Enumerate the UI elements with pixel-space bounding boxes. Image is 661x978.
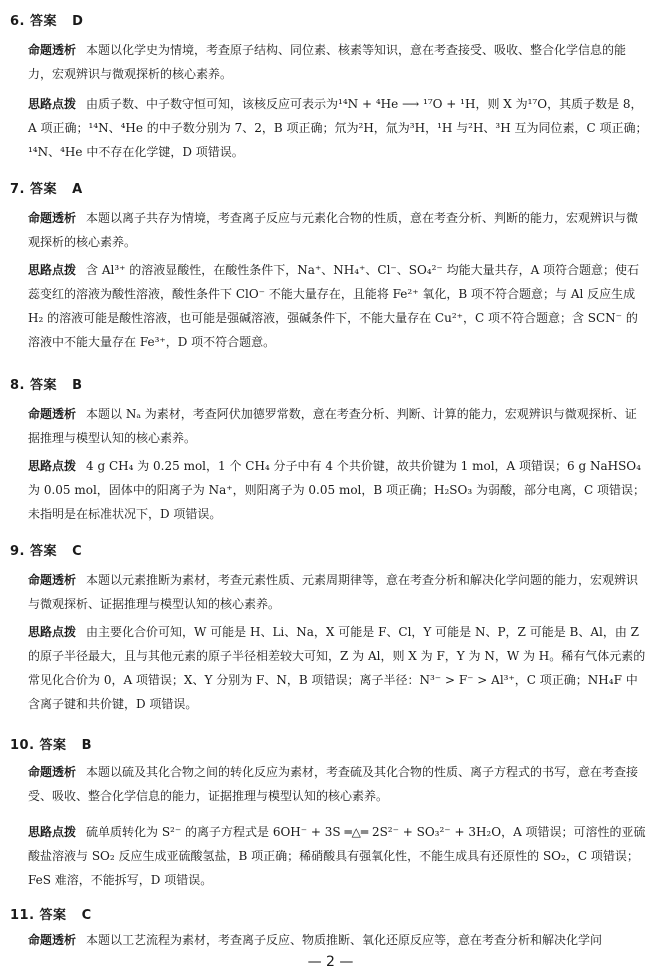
question-8-answer	[10, 374, 83, 393]
q7-hint: 思路点拨 含 Al³⁺ 的溶液显酸性，在酸性条件下，Na⁺、NH₄⁺、Cl⁻、SO₄²⁻ 均能大量共存，A 项符合题意；使石蕊变红的溶液为酸性溶液，酸性条件下 ClO⁻ 不能大量存在，且能将 Fe²⁺ 氧化，B 项不符合题意；与 Al 反应生成 H₂ 的溶液可能是酸性溶液，也可能是强碱溶液，强碱条件下，不能大量存在 Cu²⁺，C 项不符合题意；含 SCN⁻ 的溶液中不能大量存在 Fe³⁺，D 项不符合题意。	[28, 263, 640, 349]
q11-analysis: 命题透析 本题以工艺流程为素材，考查离子反应、物质推断、氧化还原反应等，意在考查分析和解决化学问	[28, 933, 603, 947]
question-6-answer	[10, 10, 83, 29]
page-number: — 2 —	[307, 954, 354, 970]
answer-value: B	[81, 738, 93, 753]
answer-value: C	[81, 908, 92, 923]
question-7-answer	[10, 178, 83, 197]
question-9-answer	[10, 540, 82, 559]
question-10-answer	[10, 734, 92, 753]
answer-label: 9. 答案	[10, 544, 58, 559]
q10-analysis: 命题透析 本题以硫及其化合物之间的转化反应为素材，考查硫及其化合物的性质、离子方程式的书写，意在考查接受、吸收、整合化学信息的能力，证据推理与模型认知的核心素养。	[28, 765, 639, 803]
answer-label: 7. 答案	[10, 182, 58, 197]
answer-label: 10. 答案	[10, 738, 67, 753]
q9-hint: 思路点拨 由主要化合价可知，W 可能是 H、Li、Na，X 可能是 F、Cl，Y 可能是 N、P，Z 可能是 B、Al，由 Z 的原子半径最大，且与其他元素的原子半径相差较大可知，Z 为 Al，则 X 为 F，Y 为 N，W 为 H。稀有气体元素的常见化合价为 0，A 项错误；X、Y 分别为 F、N，B 项错误；离子半径：N³⁻ > F⁻ > Al³⁺，C 项正确；NH₄F 中含离子键和共价键，D 项错误。	[28, 625, 646, 711]
q8-hint: 思路点拨 4 g CH₄ 为 0.25 mol，1 个 CH₄ 分子中有 4 个共价键，故共价键为 1 mol，A 项错误；6 g NaHSO₄ 为 0.05 mol，固体中的阳离子为 Na⁺，则阳离子为 0.05 mol，B 项正确；H₂SO₃ 为弱酸，部分电离，C 项错误；未指明是在标准状况下，D 项错误。	[28, 459, 645, 521]
q7-analysis: 命题透析 本题以离子共存为情境，考查离子反应与元素化合物的性质，意在考查分析、判断的能力，宏观辨识与微观探析的核心素养。	[28, 211, 639, 249]
answer-value: B	[72, 378, 83, 393]
answer-label: 6. 答案	[10, 14, 58, 29]
question-11-answer	[10, 904, 92, 923]
q8-analysis: 命题透析 本题以 Nₐ 为素材，考查阿伏加德罗常数，意在考查分析、判断、计算的能力，宏观辨识与微观探析、证据推理与模型认知的核心素养。	[28, 407, 637, 445]
q9-analysis: 命题透析 本题以元素推断为素材，考查元素性质、元素周期律等，意在考查分析和解决化学问题的能力，宏观辨识与微观探析、证据推理与模型认知的核心素养。	[28, 573, 639, 611]
q6-hint: 思路点拨 由质子数、中子数守恒可知，该核反应可表示为¹⁴N + ⁴He ⟶ ¹⁷O + ¹H，则 X 为¹⁷O，其质子数是 8，A 项正确；¹⁴N、⁴He 的中子数分别为 7、2，B 项正确；氘为²H，氚为³H，¹H 与²H、³H 互为同位素，C 项正确；¹⁴N、⁴He 中不存在化学键，D 项错误。	[28, 97, 648, 159]
answer-value: C	[72, 544, 83, 559]
answer-value: D	[72, 14, 84, 29]
answer-label: 11. 答案	[10, 908, 67, 923]
answer-value: A	[72, 182, 83, 197]
answer-label: 8. 答案	[10, 378, 58, 393]
q10-hint: 思路点拨 硫单质转化为 S²⁻ 的离子方程式是 6OH⁻ + 3S ═△═ 2S²⁻ + SO₃²⁻ + 3H₂O，A 项错误；可溶性的亚硫酸盐溶液与 SO₂ 反应生成亚硫酸氢盐，B 项正确；稀硝酸具有强氧化性，不能生成具有还原性的 SO₂，C 项错误；FeS 难溶，不能拆写，D 项错误。	[28, 825, 646, 887]
q6-analysis: 命题透析 本题以化学史为情境，考查原子结构、同位素、核素等知识，意在考查接受、吸收、整合化学信息的能力，宏观辨识与微观探析的核心素养。	[28, 43, 627, 81]
